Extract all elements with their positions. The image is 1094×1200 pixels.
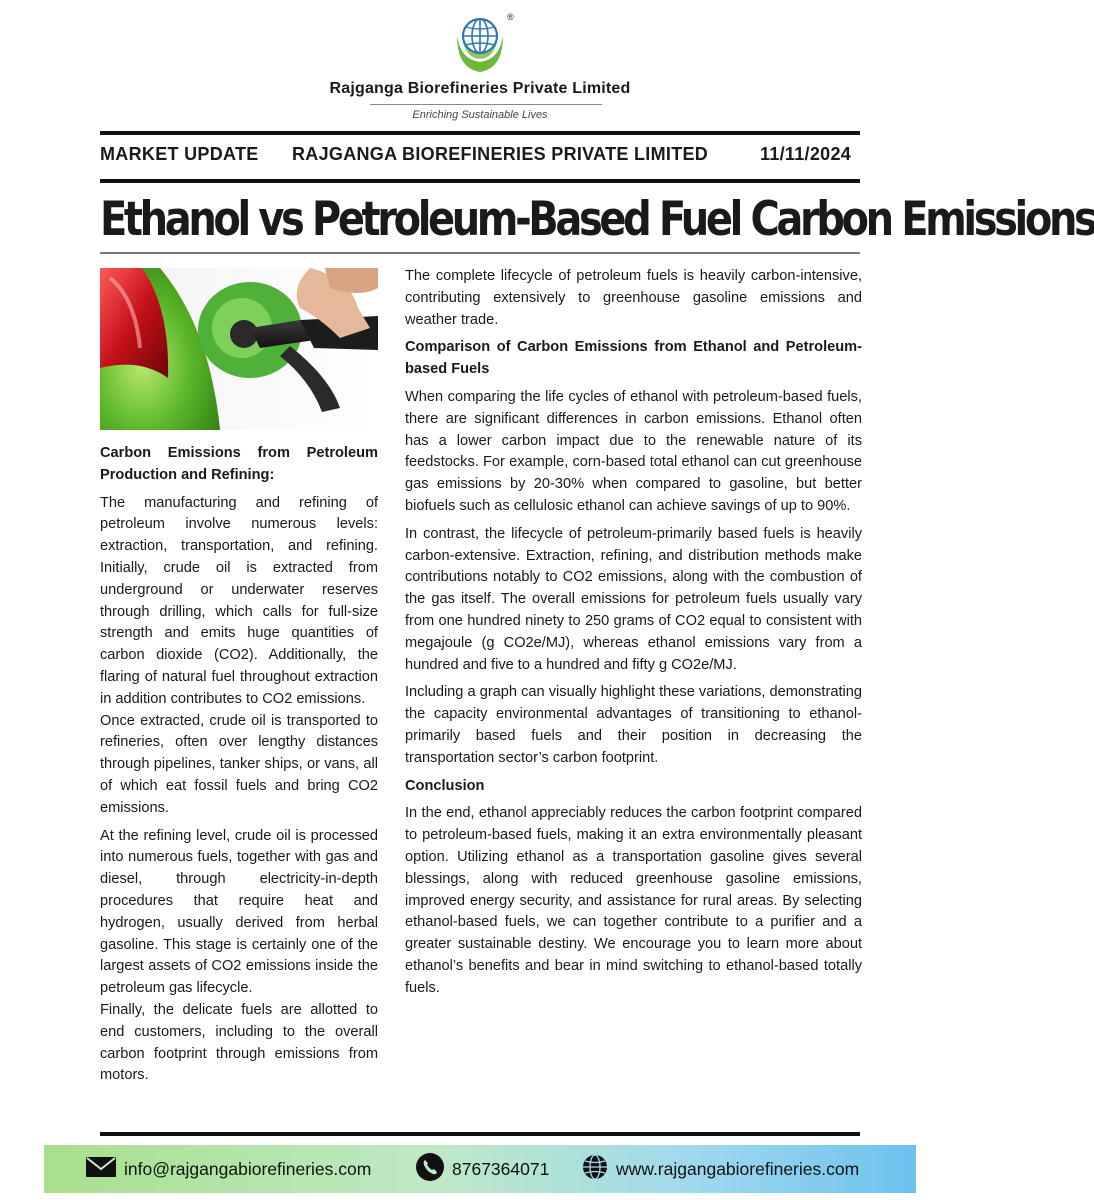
globe-icon	[582, 1154, 608, 1185]
intro-paragraph: The complete lifecycle of petroleum fuels is heavily carbon-intensive, contributing extensively to greenhouse gasoline emissions and weather trade.	[405, 268, 862, 328]
fuel-nozzle-image	[100, 268, 378, 430]
section-heading-comparison: Comparison of Carbon Emissions from Ethanol and Petroleum-based Fuels	[405, 339, 862, 378]
envelope-icon	[86, 1157, 116, 1182]
website-text: www.rajgangabiorefineries.com	[616, 1158, 860, 1179]
right-column	[405, 266, 862, 1006]
email-text: info@rajgangabiorefineries.com	[124, 1158, 372, 1179]
footer-rule	[100, 1132, 860, 1136]
section-label: MARKET UPDATE	[100, 144, 259, 164]
paragraph: In contrast, the lifecycle of petroleum-primarily based fuels is heavily carbon-extensive. Extraction, refining, and distribution methods make contributions notably to CO2 emissions, along with the combustion of the gas itself. The overall emissions for petroleum fuels usually vary from one hundred ninety to 250 grams of CO2 equal to consistent with megajoule (g CO2e/MJ), whereas ethanol emissions vary from a hundred and five to a hundred and fifty g CO2e/MJ.	[405, 525, 862, 673]
section-heading-petroleum: Carbon Emissions from Petroleum Production and Refining:	[100, 445, 378, 483]
paragraph: Including a graph can visually highlight these variations, demonstrating the capacity environmental advantages of transitioning to ethanol-primarily based fuels and their position in decreasing the transportation sector’s carbon footprint.	[405, 684, 862, 766]
paragraph: At the refining level, crude oil is processed into numerous fuels, together with gas and diesel, through electricity-in-depth procedures that require heat and hydrogen, usually derived from herbal gasoline. This stage is certainly one of the largest assets of CO2 emissions inside the petroleum gas lifecycle.	[100, 827, 378, 997]
contact-footer	[44, 1145, 916, 1193]
company-name: Rajganga Biorefineries Private Limited	[329, 80, 631, 97]
paragraph: Once extracted, crude oil is transported to refineries, often over lengthy distances through pipelines, tanker ships, or vans, all of which eat fossil fuels and bring CO2 emissions.	[100, 712, 378, 816]
phone-link[interactable]	[416, 1145, 549, 1193]
paragraph: When comparing the life cycles of ethanol with petroleum-based fuels, there are significant differences in carbon emissions. Ethanol often has a lower carbon impact due to the renewable nature of its feedstocks. For example, corn-based total ethanol can cut greenhouse gas emissions by 20-30% when compared to gasoline, but better biofuels such as cellulosic ethanol can achieve savings of up to 90%.	[405, 388, 862, 514]
registered-mark: ®	[507, 12, 514, 22]
header-divider	[370, 104, 602, 105]
conclusion-paragraph: In the end, ethanol appreciably reduces the carbon footprint compared to petroleum-based fuels, making it an extra environmentally pleasant option. Utilizing ethanol as a transportation gasoline gives several blessings, along with reduced greenhouse gasoline emissions, improved energy security, and assistance for rural areas. By selecting ethanol-based fuels, we can together contribute to a purifier and a greater sustainable destiny. We encourage you to learn more about ethanol’s benefits and bear in mind switching to ethanol-based totally fuels.	[405, 805, 862, 996]
website-link[interactable]	[582, 1145, 859, 1193]
section-heading-conclusion: Conclusion	[405, 777, 485, 794]
masthead-bottom-rule	[100, 179, 860, 183]
tagline: Enriching Sustainable Lives	[412, 109, 548, 121]
page-title: Ethanol vs Petroleum-Based Fuel Carbon Emissions	[100, 192, 1094, 247]
email-link[interactable]	[86, 1145, 371, 1193]
left-column	[100, 443, 378, 1093]
paragraph: Finally, the delicate fuels are allotted to end customers, including to the overall carbon footprint through emissions from motors.	[100, 1001, 378, 1084]
phone-text: 8767364071	[452, 1158, 550, 1179]
masthead-company: RAJGANGA BIOREFINERIES PRIVATE LIMITED	[292, 144, 709, 164]
issue-date: 11/11/2024	[760, 144, 852, 164]
masthead-top-rule	[100, 131, 860, 135]
headline-rule	[100, 252, 860, 254]
paragraph: The manufacturing and refining of petroleum involve numerous levels: extraction, transportation, and refining. Initially, crude oil is extracted from underground or underwater reserves through drilling, which calls for full-size strength and emits huge quantities of carbon dioxide (CO2). Additionally, the flaring of natural fuel throughout extraction in addition contributes to CO2 emissions.	[100, 494, 378, 707]
company-logo	[445, 8, 515, 80]
phone-icon	[416, 1153, 444, 1186]
